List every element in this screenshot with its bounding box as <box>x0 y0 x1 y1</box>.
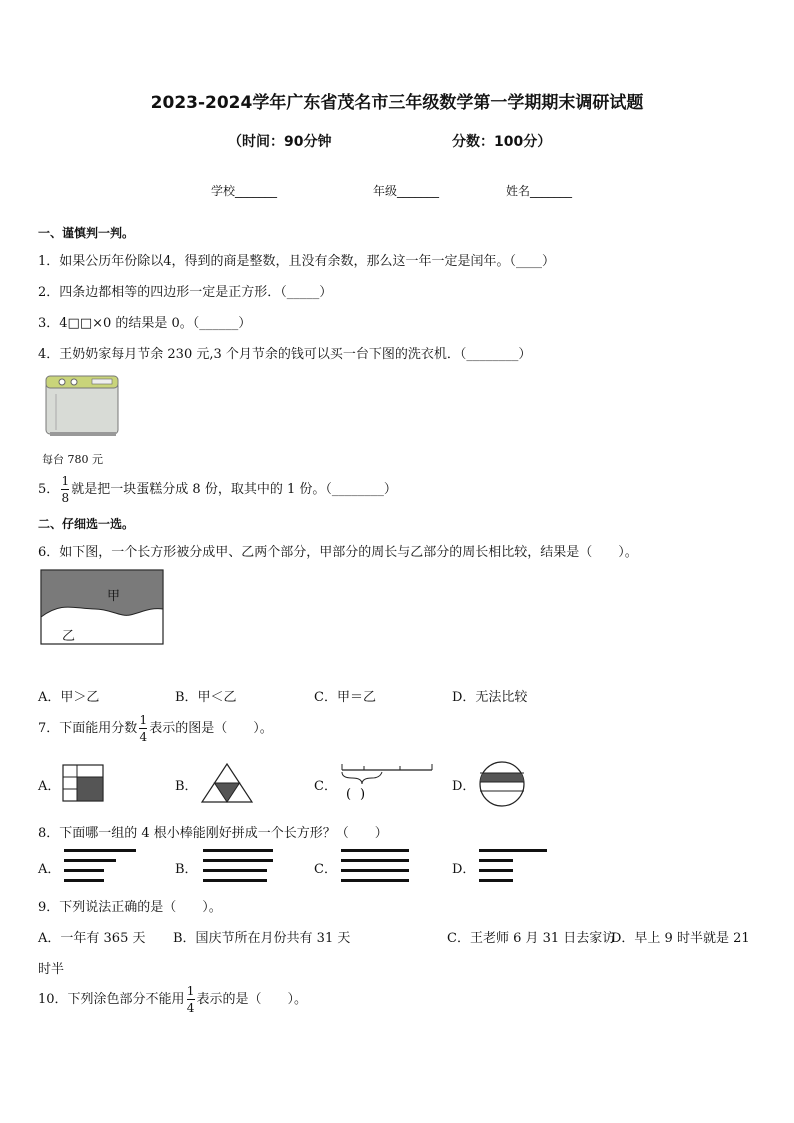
fraction-one-quarter-q10 <box>187 985 195 1014</box>
question-10-prefix: 10．下列涂色部分不能用 <box>38 992 185 1007</box>
question-9: 9．下列说法正确的是（ ）。 <box>38 900 222 915</box>
school-field: 学校_______ <box>211 184 278 198</box>
q7-option-c[interactable]: C． <box>314 779 337 794</box>
q9-option-b[interactable]: B．国庆节所在月份共有 31 天 <box>173 931 351 946</box>
q8-sticks-a <box>62 848 138 884</box>
page-title: 2023-2024学年广东省茂名市三年级数学第一学期期末调研试题 <box>150 93 644 113</box>
washing-machine-caption: 每台 780 元 <box>42 453 103 466</box>
question-10 <box>38 985 307 1014</box>
fraction-one-quarter <box>139 714 147 743</box>
split-rectangle-figure <box>40 569 165 645</box>
label-yi: 乙 <box>62 629 76 644</box>
q7-option-d[interactable]: D． <box>452 779 476 794</box>
question-8: 8．下面哪一组的 4 根小棒能刚好拼成一个长方形？（ ） <box>38 826 388 841</box>
q8-sticks-c <box>339 848 415 884</box>
grade-field: 年级_______ <box>373 184 440 198</box>
fraction-numerator: 1 <box>139 713 148 727</box>
exam-time: （时间：90分钟 <box>228 134 332 150</box>
q9-option-c[interactable]: C．王老师 6 月 31 日去家访 <box>447 931 616 946</box>
q8-option-a[interactable]: A． <box>38 862 61 877</box>
name-field: 姓名_______ <box>506 184 573 198</box>
q6-option-d[interactable]: D．无法比较 <box>452 690 528 705</box>
question-7-prefix: 7．下面能用分数 <box>38 721 138 736</box>
svg-text:(: ( <box>346 787 352 802</box>
fraction-numerator: 1 <box>61 474 70 488</box>
section-1-heading: 一、谨慎判一判。 <box>38 226 135 240</box>
q8-option-d[interactable]: D． <box>452 862 476 877</box>
question-5-number: 5． <box>38 482 60 497</box>
question-4: 4．王奶奶家每月节余 230 元,3 个月节余的钱可以买一台下图的洗衣机．（________） <box>38 347 532 362</box>
fraction-denominator: 4 <box>186 1001 195 1015</box>
question-7 <box>38 714 273 743</box>
q9-option-d-wrap: 时半 <box>38 962 65 977</box>
exam-score: 分数：100分） <box>452 134 552 150</box>
q7-option-a[interactable]: A． <box>38 779 61 794</box>
svg-text:): ) <box>360 787 366 802</box>
question-10-suffix: 表示的是（ ）。 <box>196 992 308 1007</box>
q8-option-b[interactable]: B． <box>175 862 198 877</box>
q7-figure-c <box>340 762 434 802</box>
question-2: 2．四条边都相等的四边形一定是正方形．（_____） <box>38 285 333 300</box>
q6-option-b[interactable]: B．甲＜乙 <box>175 690 237 705</box>
fraction-numerator: 1 <box>186 984 195 998</box>
washing-machine-image <box>42 372 124 440</box>
question-6: 6．如下图，一个长方形被分成甲、乙两个部分，甲部分的周长与乙部分的周长相比较，结果是（ ）。 <box>38 545 638 560</box>
question-5 <box>38 475 397 504</box>
q8-option-c[interactable]: C． <box>314 862 337 877</box>
q7-figure-d <box>477 760 527 808</box>
q9-option-d[interactable]: D．早上 9 时半就是 21 <box>611 931 750 946</box>
question-5-text: 就是把一块蛋糕分成 8 份，取其中的 1 份。（________） <box>71 482 397 497</box>
label-jia: 甲 <box>107 589 121 604</box>
fraction-denominator: 4 <box>139 730 148 744</box>
question-1: 1．如果公历年份除以4，得到的商是整数，且没有余数，那么这一年一定是闰年。（____） <box>38 254 556 269</box>
q6-option-c[interactable]: C．甲＝乙 <box>314 690 376 705</box>
question-3: 3．4□□×0 的结果是 0。（______） <box>38 316 252 331</box>
section-2-heading: 二、仔细选一选。 <box>38 517 135 531</box>
q7-figure-a <box>62 764 104 802</box>
question-7-suffix: 表示的图是（ ）。 <box>149 721 273 736</box>
q6-option-a[interactable]: A．甲＞乙 <box>38 690 100 705</box>
q9-option-a[interactable]: A．一年有 365 天 <box>38 931 146 946</box>
fraction-denominator: 8 <box>61 491 70 505</box>
q7-option-b[interactable]: B． <box>175 779 198 794</box>
q7-figure-b <box>200 762 254 804</box>
q8-sticks-d <box>477 848 551 884</box>
q8-sticks-b <box>201 848 277 884</box>
fraction-one-eighth <box>61 475 69 504</box>
